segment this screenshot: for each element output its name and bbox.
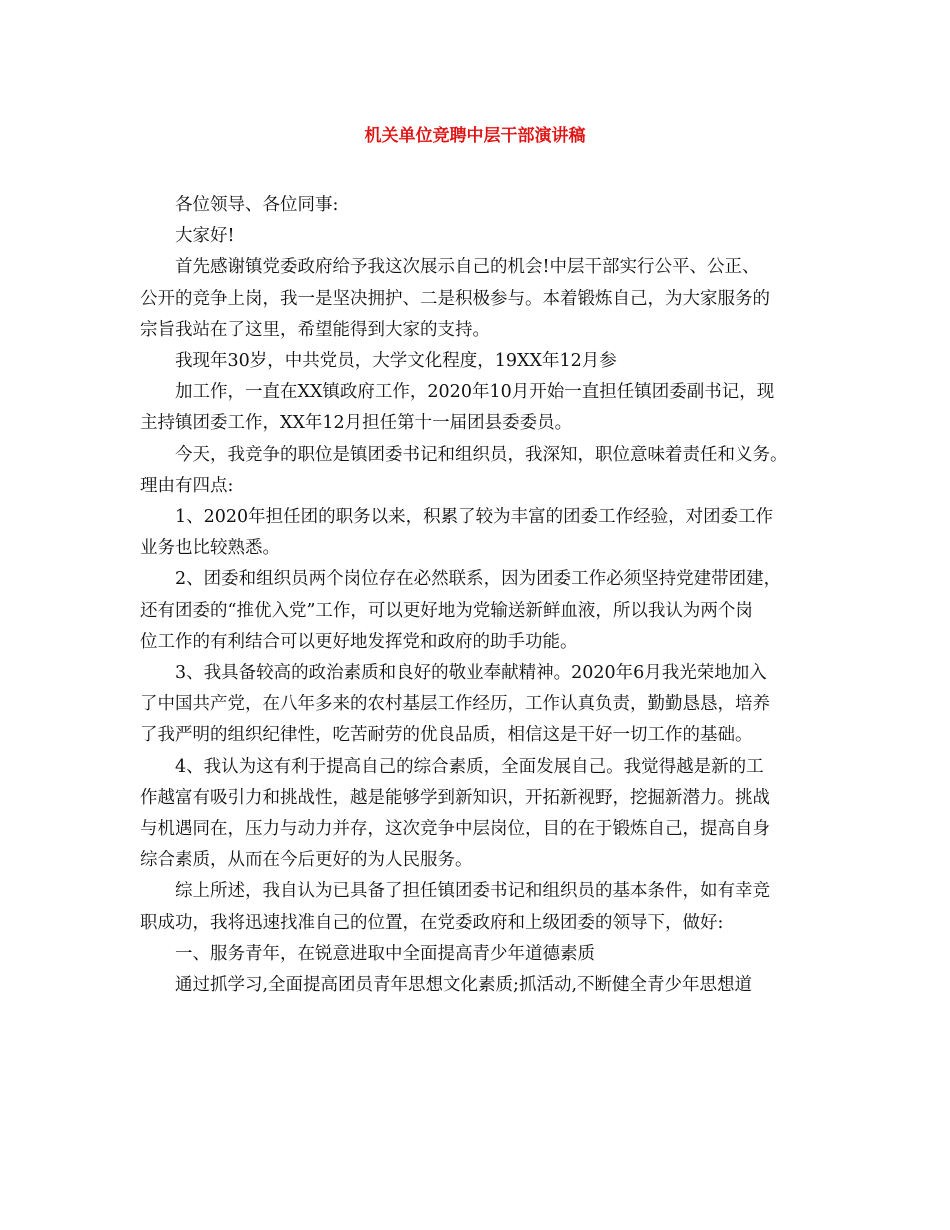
- paragraph-line: 职成功，我将迅速找准自己的位置，在党委政府和上级团委的领导下，做好:: [140, 912, 724, 933]
- paragraph-line: 大家好!: [175, 226, 235, 247]
- paragraph-line: 公开的竞争上岗，我一是坚决拥护、二是积极参与。本着锻炼自己，为大家服务的: [140, 288, 770, 309]
- paragraph-line: 通过抓学习,全面提高团员青年思想文化素质;抓活动,不断健全青少年思想道: [175, 975, 753, 996]
- paragraph-line: 还有团委的“推优入党”工作，可以更好地为党输送新鲜血液，所以我认为两个岗: [140, 600, 753, 621]
- paragraph-line: 与机遇同在，压力与动力并存，这次竞争中层岗位，目的在于锻炼自己，提高自身: [140, 819, 770, 840]
- paragraph-line: 我现年30岁，中共党员，大学文化程度，19XX年12月参: [175, 351, 617, 372]
- paragraph-line: 1、2020年担任团的职务以来，积累了较为丰富的团委工作经验，对团委工作: [175, 507, 774, 528]
- summary-paragraph: [140, 876, 830, 938]
- section-heading-1: [140, 939, 830, 970]
- paragraph-line: 3、我具备较高的政治素质和良好的敬业奉献精神。2020年6月我光荣地加入: [175, 663, 767, 684]
- paragraph-line: 作越富有吸引力和挑战性，越是能够学到新知识，开拓新视野，挖掘新潜力。挑战: [140, 787, 770, 808]
- paragraph-line: 一、服务青年，在锐意进取中全面提高青少年道德素质: [175, 943, 595, 964]
- document-body: [140, 190, 830, 1001]
- reason-1-paragraph: [140, 502, 830, 564]
- document-title: 机关单位竞聘中层干部演讲稿: [364, 126, 586, 146]
- position-paragraph: [140, 440, 830, 502]
- greeting-paragraph: [140, 221, 830, 252]
- paragraph-line: 综合素质，从而在今后更好的为人民服务。: [140, 850, 473, 871]
- section-1-paragraph: [140, 970, 830, 1001]
- bio-paragraph: [140, 346, 830, 377]
- reason-3-paragraph: [140, 658, 830, 752]
- paragraph-line: 主持镇团委工作，XX年12月担任第十一届团县委委员。: [140, 413, 573, 434]
- paragraph-line: 位工作的有利结合可以更好地发挥党和政府的助手功能。: [140, 631, 578, 652]
- paragraph-line: 各位领导、各位同事:: [175, 195, 339, 215]
- thanks-paragraph: [140, 252, 830, 346]
- reason-2-paragraph: [140, 564, 830, 658]
- paragraph-line: 宗旨我站在了这里，希望能得到大家的支持。: [140, 319, 490, 340]
- paragraph-line: 了我严明的组织纪律性，吃苦耐劳的优良品质，相信这是干好一切工作的基础。: [140, 725, 753, 746]
- paragraph-line: 理由有四点:: [140, 475, 234, 496]
- paragraph-line: 综上所述，我自认为已具备了担任镇团委书记和组织员的基本条件，如有幸竞: [175, 881, 770, 902]
- paragraph-line: 今天，我竞争的职位是镇团委书记和组织员，我深知，职位意味着责任和义务。: [175, 444, 788, 465]
- reason-4-paragraph: [140, 752, 830, 877]
- paragraph-line: 业务也比较熟悉。: [140, 538, 280, 559]
- paragraph-line: 了中国共产党，在八年多来的农村基层工作经历，工作认真负责，勤勤恳恳，培养: [140, 694, 770, 715]
- paragraph-line: 2、团委和组织员两个岗位存在必然联系，因为团委工作必须坚持党建带团建，: [175, 569, 782, 590]
- paragraph-line: 加工作，一直在XX镇政府工作，2020年10月开始一直担任镇团委副书记，现: [175, 382, 775, 403]
- paragraph-line: 首先感谢镇党委政府给予我这次展示自己的机会!中层干部实行公平、公正、: [175, 257, 760, 278]
- work-history-paragraph: [140, 377, 830, 439]
- paragraph-line: 4、我认为这有利于提高自己的综合素质，全面发展自己。我觉得越是新的工: [175, 756, 764, 777]
- salutation-paragraph: [140, 190, 830, 221]
